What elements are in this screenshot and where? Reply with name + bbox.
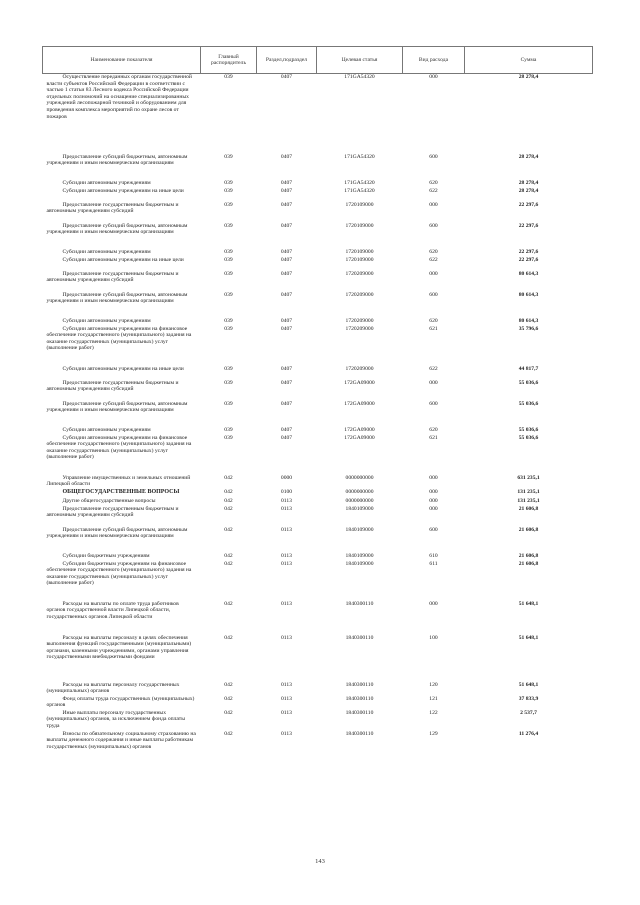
- table-body: [43, 74, 593, 765]
- cell-expense-type: 622: [429, 256, 438, 263]
- cell-expense-type: 600: [429, 291, 438, 298]
- cell-grbs: 042: [224, 681, 233, 688]
- cell-name: Предоставление государственным бюджетным и автономным учреждениям субсидий: [46, 379, 179, 393]
- cell-target: 1840109000: [345, 552, 374, 559]
- cell-section: 0113: [281, 695, 292, 702]
- cell-target: 171GA54320: [344, 187, 375, 194]
- cell-grbs: 039: [224, 187, 233, 194]
- table-row: [43, 527, 593, 553]
- cell-target: 1720109000: [345, 248, 374, 255]
- cell-expense-type: 100: [429, 634, 438, 641]
- cell-section: 0113: [281, 552, 292, 559]
- cell-expense-type: 620: [429, 248, 438, 255]
- cell-expense-type: 620: [429, 317, 438, 324]
- cell-grbs: 042: [224, 695, 233, 702]
- table-row: [43, 74, 593, 154]
- cell-grbs: 042: [224, 709, 233, 716]
- cell-grbs: 042: [224, 505, 233, 512]
- cell-target: 1720209000: [345, 365, 374, 372]
- header-sum: Сумма: [465, 47, 593, 74]
- cell-section: 0100: [280, 488, 293, 495]
- cell-sum: 22 297,6: [518, 248, 539, 255]
- cell-sum: 55 036,6: [518, 434, 539, 441]
- cell-expense-type: 621: [429, 325, 438, 332]
- cell-sum: 28 278,4: [518, 187, 539, 194]
- cell-name: Управление имущественных и земельных отношений Липецкой области: [46, 474, 191, 488]
- cell-expense-type: 600: [429, 400, 438, 407]
- cell-section: 0407: [280, 187, 293, 194]
- cell-expense-type: 000: [429, 74, 438, 80]
- table-row: [43, 427, 593, 435]
- cell-target: 1720109000: [345, 222, 374, 229]
- cell-sum: 11 276,4: [518, 730, 539, 737]
- cell-target: 1840300110: [345, 730, 374, 737]
- cell-name: Предоставление субсидий бюджетным, автономным учреждениям и иным некоммерческим организациям: [46, 400, 188, 414]
- cell-expense-type: 122: [429, 709, 438, 716]
- cell-section: 0113: [281, 560, 292, 567]
- table-row: [43, 180, 593, 188]
- cell-target: 0000000000: [345, 488, 374, 495]
- cell-target: 1840300110: [345, 681, 374, 688]
- cell-section: 0113: [281, 526, 292, 533]
- cell-section: 0407: [280, 291, 293, 298]
- header-expense-type: Вид расхода: [403, 47, 465, 74]
- cell-section: 0407: [280, 365, 293, 372]
- cell-target: 172GA09000: [344, 400, 375, 407]
- cell-section: 0407: [280, 256, 293, 263]
- header-name: Наименование показателя: [43, 47, 201, 74]
- cell-section: 0113: [281, 709, 292, 716]
- cell-expense-type: 620: [429, 426, 438, 433]
- table-row: [43, 710, 593, 731]
- cell-target: 1840300110: [345, 709, 374, 716]
- cell-sum: 21 606,8: [518, 505, 539, 512]
- cell-expense-type: 000: [429, 505, 438, 512]
- cell-grbs: 039: [224, 179, 233, 186]
- cell-section: 0407: [280, 270, 293, 277]
- cell-sum: 2 537,7: [520, 709, 537, 716]
- cell-section: 0407: [280, 400, 293, 407]
- table-row: [43, 561, 593, 601]
- cell-target: 172GA09000: [344, 434, 375, 441]
- cell-expense-type: 600: [429, 222, 438, 229]
- cell-grbs: 039: [224, 222, 233, 229]
- cell-target: 0000000000: [345, 474, 374, 481]
- cell-name: Осуществление переданных органам государственной власти субъектов Российской Федерации в соответствии с частью 1 статьи 83 Лесного кодекса Российской Федерации отдельных полномочий на оснащение специализированных учреждений лесопожарной техникой и оборудованием для проведения комплекса мероприятий по охране лесов от пожаров: [46, 74, 192, 120]
- cell-name: Предоставление государственным бюджетным и автономным учреждениям субсидий: [46, 201, 179, 215]
- cell-section: 0407: [280, 179, 293, 186]
- cell-section: 0113: [281, 730, 292, 737]
- table-row: [43, 223, 593, 249]
- cell-grbs: 039: [224, 256, 233, 263]
- cell-sum: 28 278,4: [518, 179, 539, 186]
- cell-name: Расходы на выплаты персоналу в целях обеспечения выполнения функций государственными (муниципальными) органами, казенными учреждениями, органами управления государственными внебюджетными фондами: [46, 634, 192, 661]
- cell-target: 1840300110: [345, 600, 374, 607]
- cell-sum: 37 833,9: [518, 695, 539, 702]
- cell-target: 1840109000: [345, 505, 374, 512]
- cell-name: Субсидии автономным учреждениям на финансовое обеспечение государственного (муниципального) задания на оказание государственных (муниципальных) услуг (выполнение работ): [46, 325, 192, 352]
- cell-expense-type: 000: [429, 488, 438, 495]
- cell-name: Взносы по обязательному социальному страхованию на выплаты денежного содержания и иные выплаты работникам государственных (муниципальных) органов: [46, 730, 196, 750]
- table-row: [43, 271, 593, 292]
- cell-grbs: 042: [224, 497, 233, 504]
- table-row: [43, 318, 593, 326]
- cell-sum: 44 817,7: [518, 365, 539, 372]
- cell-expense-type: 600: [429, 526, 438, 533]
- table-row: [43, 553, 593, 561]
- cell-grbs: 039: [224, 153, 233, 160]
- cell-section: 0407: [280, 153, 293, 160]
- cell-grbs: 039: [224, 74, 233, 80]
- cell-expense-type: 000: [429, 497, 438, 504]
- cell-name: ОБЩЕГОСУДАРСТВЕННЫЕ ВОПРОСЫ: [62, 488, 180, 495]
- cell-section: 0407: [280, 317, 293, 324]
- cell-target: 1840300110: [345, 634, 374, 641]
- cell-grbs: 042: [224, 730, 233, 737]
- cell-section: 0113: [281, 681, 292, 688]
- cell-name: Иные выплаты персоналу государственных (муниципальных) органов, за исключением фонда оплаты труда: [46, 709, 185, 729]
- cell-grbs: 042: [224, 552, 233, 559]
- cell-expense-type: 000: [429, 270, 438, 277]
- cell-target: 1720209000: [345, 317, 374, 324]
- cell-expense-type: 620: [429, 179, 438, 186]
- cell-grbs: 039: [224, 270, 233, 277]
- cell-sum: 22 297,6: [518, 256, 539, 263]
- table-row: [43, 696, 593, 710]
- cell-section: 0113: [281, 505, 292, 512]
- cell-sum: 55 036,6: [518, 379, 539, 386]
- cell-name: Субсидии автономным учреждениям: [62, 317, 151, 324]
- cell-sum: 51 648,1: [518, 681, 539, 688]
- cell-sum: 51 648,1: [518, 634, 539, 641]
- cell-section: 0407: [280, 325, 293, 332]
- cell-target: 171GA54320: [344, 153, 375, 160]
- cell-target: 1720209000: [345, 325, 374, 332]
- cell-grbs: 042: [224, 600, 233, 607]
- cell-expense-type: 622: [429, 187, 438, 194]
- table-header-row: [43, 47, 593, 74]
- cell-name: Субсидии автономным учреждениям на финансовое обеспечение государственного (муниципального) задания на оказание государственных (муниципальных) услуг (выполнение работ): [46, 434, 192, 461]
- table-row: [43, 498, 593, 506]
- cell-target: 1840109000: [345, 560, 374, 567]
- cell-grbs: 039: [224, 201, 233, 208]
- budget-table: [42, 46, 593, 765]
- cell-grbs: 042: [224, 634, 233, 641]
- table-row: [43, 731, 593, 765]
- cell-section: 0000: [280, 474, 293, 481]
- cell-target: 172GA09000: [344, 379, 375, 386]
- cell-name: Субсидии автономным учреждениям: [62, 426, 151, 433]
- cell-grbs: 039: [224, 379, 233, 386]
- cell-section: 0407: [280, 74, 293, 80]
- cell-expense-type: 000: [429, 379, 438, 386]
- cell-sum: 28 278,4: [518, 153, 539, 160]
- cell-name: Предоставление субсидий бюджетным, автономным учреждениям и иным некоммерческим организациям: [46, 291, 188, 305]
- cell-target: 1720209000: [345, 291, 374, 298]
- table-row: [43, 257, 593, 271]
- table-row: [43, 635, 593, 682]
- table-row: [43, 489, 593, 498]
- cell-name: Предоставление субсидий бюджетным, автономным учреждениям и иным некоммерческим организациям: [46, 153, 188, 167]
- cell-sum: 131 235,1: [517, 488, 540, 495]
- cell-grbs: 042: [224, 526, 233, 533]
- cell-section: 0407: [280, 201, 293, 208]
- table-row: [43, 326, 593, 366]
- cell-target: 1720209000: [345, 270, 374, 277]
- cell-sum: 80 614,3: [518, 270, 539, 277]
- table-row: [43, 188, 593, 202]
- cell-expense-type: 000: [429, 600, 438, 607]
- cell-sum: 22 297,6: [518, 222, 539, 229]
- cell-grbs: 042: [224, 488, 233, 495]
- cell-grbs: 039: [224, 291, 233, 298]
- cell-section: 0113: [281, 634, 292, 641]
- cell-expense-type: 610: [429, 552, 438, 559]
- cell-name: Фонд оплаты труда государственных (муниципальных) органов: [46, 695, 195, 709]
- table-row: [43, 366, 593, 380]
- cell-grbs: 039: [224, 317, 233, 324]
- cell-section: 0113: [281, 600, 292, 607]
- table-row: [43, 202, 593, 223]
- table-row: [43, 380, 593, 401]
- cell-expense-type: 000: [429, 201, 438, 208]
- table-row: [43, 601, 593, 635]
- cell-name: Расходы на выплаты персоналу государственных (муниципальных) органов: [46, 681, 180, 695]
- cell-grbs: 039: [224, 325, 233, 332]
- table-row: [43, 249, 593, 257]
- cell-name: Предоставление субсидий бюджетным, автономным учреждениям и иным некоммерческим организациям: [46, 222, 188, 236]
- cell-sum: 80 614,3: [518, 291, 539, 298]
- header-grbs: Главный распорядитель: [201, 47, 257, 74]
- cell-name: Субсидии автономным учреждениям: [62, 179, 151, 186]
- cell-name: Предоставление государственным бюджетным и автономным учреждениям субсидий: [46, 505, 179, 519]
- cell-target: 171GA54320: [344, 179, 375, 186]
- cell-name: Расходы на выплаты по оплате труда работников органов государственной власти Липецкой области, государственных органов Липецкой области: [46, 600, 179, 620]
- page-number: 143: [315, 858, 325, 865]
- cell-section: 0113: [281, 497, 292, 504]
- cell-section: 0407: [280, 434, 293, 441]
- table-row: [43, 475, 593, 489]
- cell-grbs: 042: [224, 474, 233, 481]
- cell-name: Субсидии автономным учреждениям на иные цели: [62, 187, 184, 194]
- cell-expense-type: 622: [429, 365, 438, 372]
- cell-section: 0407: [280, 426, 293, 433]
- cell-grbs: 042: [224, 560, 233, 567]
- cell-grbs: 039: [224, 400, 233, 407]
- cell-section: 0407: [280, 248, 293, 255]
- cell-expense-type: 611: [429, 560, 438, 567]
- cell-name: Предоставление субсидий бюджетным, автономным учреждениям и иным некоммерческим организациям: [46, 526, 188, 540]
- cell-sum: 55 036,6: [518, 426, 539, 433]
- cell-name: Субсидии бюджетным учреждениям на финансовое обеспечение государственного (муниципального) задания на оказание государственных (муниципальных) услуг (выполнение работ): [46, 560, 192, 587]
- cell-section: 0407: [280, 379, 293, 386]
- cell-section: 0407: [280, 222, 293, 229]
- cell-expense-type: 121: [429, 695, 438, 702]
- cell-name: Другие общегосударственные вопросы: [62, 497, 156, 504]
- cell-sum: 21 606,8: [518, 526, 539, 533]
- cell-target: 1840109000: [345, 526, 374, 533]
- cell-grbs: 039: [224, 426, 233, 433]
- cell-expense-type: 129: [429, 730, 438, 737]
- cell-grbs: 039: [224, 248, 233, 255]
- cell-name: Субсидии бюджетным учреждениям: [62, 552, 150, 559]
- cell-target: 0000000000: [345, 497, 374, 504]
- cell-sum: 631 235,1: [517, 474, 540, 481]
- cell-name: Субсидии автономным учреждениям: [62, 248, 151, 255]
- table-row: [43, 401, 593, 427]
- cell-sum: 51 648,1: [518, 600, 539, 607]
- cell-sum: 22 297,6: [518, 201, 539, 208]
- cell-name: Субсидии автономным учреждениям на иные цели: [62, 365, 184, 372]
- cell-sum: 80 614,3: [518, 317, 539, 324]
- table-row: [43, 292, 593, 318]
- cell-sum: 28 278,4: [518, 74, 539, 80]
- table-row: [43, 435, 593, 475]
- cell-name: Субсидии автономным учреждениям на иные цели: [62, 256, 184, 263]
- table-row: [43, 682, 593, 696]
- cell-sum: 35 796,6: [518, 325, 539, 332]
- cell-target: 1720109000: [345, 201, 374, 208]
- cell-target: 1840300110: [345, 695, 374, 702]
- cell-target: 171GA54320: [344, 74, 375, 80]
- table-row: [43, 506, 593, 527]
- header-section: Раздел,подраздел: [257, 47, 317, 74]
- cell-sum: 55 036,6: [518, 400, 539, 407]
- cell-expense-type: 000: [429, 474, 438, 481]
- cell-target: 1720109000: [345, 256, 374, 263]
- cell-grbs: 039: [224, 365, 233, 372]
- cell-expense-type: 621: [429, 434, 438, 441]
- cell-sum: 21 606,8: [518, 560, 539, 567]
- header-target: Целевая статья: [317, 47, 403, 74]
- cell-target: 172GA09000: [344, 426, 375, 433]
- table-row: [43, 154, 593, 180]
- cell-name: Предоставление государственным бюджетным и автономным учреждениям субсидий: [46, 270, 179, 284]
- cell-expense-type: 600: [429, 153, 438, 160]
- cell-sum: 21 606,8: [518, 552, 539, 559]
- cell-grbs: 039: [224, 434, 233, 441]
- cell-expense-type: 120: [429, 681, 438, 688]
- cell-sum: 131 235,1: [517, 497, 540, 504]
